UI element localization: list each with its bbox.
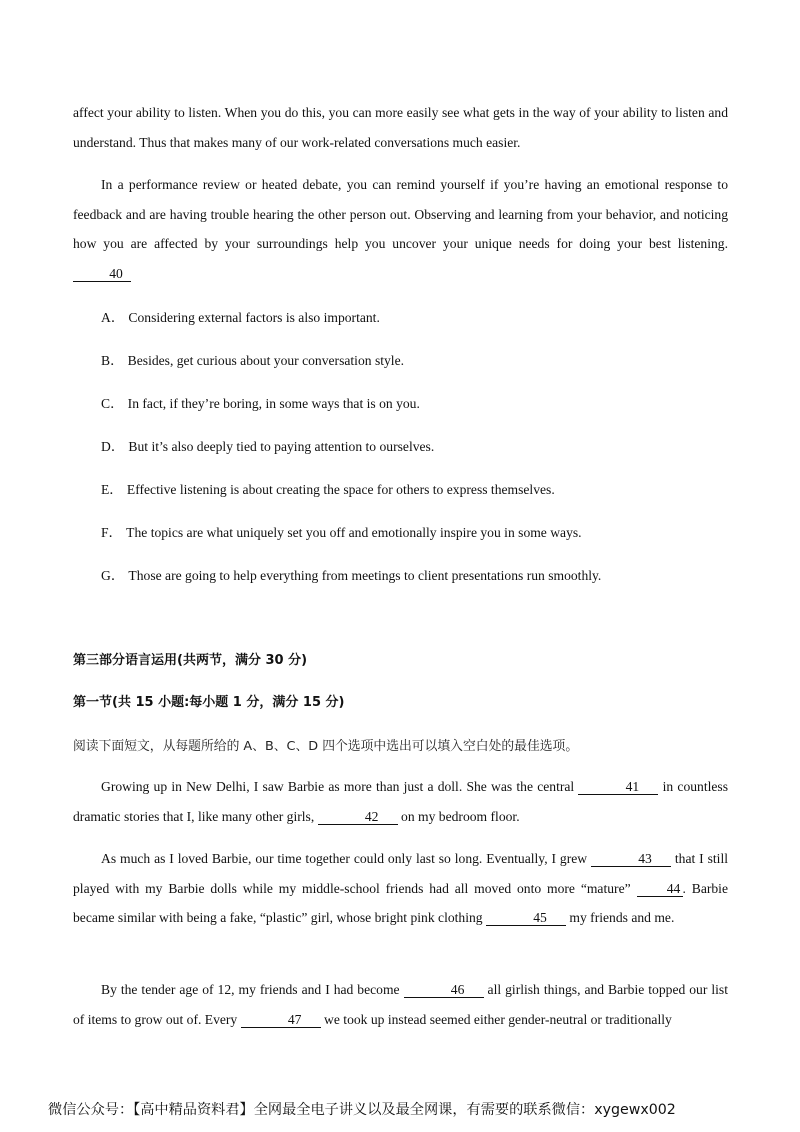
option-f[interactable]: F． The topics are what uniquely set you off and emotionally inspire you in some ways.	[101, 525, 582, 540]
blank-47[interactable]: 47	[241, 1013, 321, 1028]
option-b[interactable]: B． Besides, get curious about your conversation style.	[101, 353, 405, 368]
option-e[interactable]: E． Effective listening is about creating the space for others to express themselves.	[101, 482, 555, 497]
blank-42[interactable]: 42	[318, 810, 398, 825]
cloze-paragraph-3: By the tender age of 12, my friends and I had become 46 all girlish things, and Barbie topped our list of items to grow out of. Every 47 we took up instead seemed either gender-neutral or traditionally	[73, 982, 728, 1027]
blank-46[interactable]: 46	[404, 983, 484, 998]
blank-40[interactable]: 40	[73, 267, 131, 282]
cloze-paragraph-2: As much as I loved Barbie, our time together could only last so long. Eventually, I grew 43 that I still played with my Barbie dolls while my middle-school friends had all moved onto more “mature” 44 . Barbie became similar with being a fake, “plastic” girl, whose bright pink clothing 45 my friends and me.	[73, 851, 728, 925]
paragraph-text: In a performance review or heated debate, you can remind yourself if you’re having an emotional response to feedback and are having trouble hearing the other person out. Observing and learning from your behavior, and noticing how you are affected by your surroundings help you uncover your unique needs for doing your best listening.	[73, 177, 728, 251]
paragraph-performance-review	[73, 170, 728, 288]
instruction-text: 阅读下面短文，从每题所给的 A、B、C、D 四个选项中选出可以填入空白处的最佳选项。	[73, 739, 579, 754]
option-g[interactable]: G． Those are going to help everything from meetings to client presentations run smoothly.	[101, 568, 602, 583]
blank-43[interactable]: 43	[591, 852, 671, 867]
blank-44[interactable]: 44	[637, 882, 683, 897]
footer-notice: 微信公众号：【高中精品资料君】全网最全电子讲义以及最全网课，有需要的联系微信：xygewx002	[48, 1102, 676, 1118]
blank-41[interactable]: 41	[578, 780, 658, 795]
paragraph-text: affect your ability to listen. When you do this, you can more easily see what gets in the way of your ability to listen and understand. Thus that makes many of our work-related conversations much easier.	[73, 105, 728, 150]
option-a[interactable]: A． Considering external factors is also important.	[101, 310, 380, 325]
option-d[interactable]: D． But it’s also deeply tied to paying attention to ourselves.	[101, 439, 435, 454]
section-heading: 第三部分语言运用(共两节，满分 30 分)	[73, 653, 308, 668]
paragraph-listening-end	[73, 98, 728, 157]
blank-45[interactable]: 45	[486, 911, 566, 926]
subsection-heading: 第一节(共 15 小题:每小题 1 分，满分 15 分)	[73, 695, 345, 710]
cloze-paragraph-1: Growing up in New Delhi, I saw Barbie as more than just a doll. She was the central 41 in countless dramatic stories that I, like many other girls, 42 on my bedroom floor.	[73, 779, 728, 824]
option-c[interactable]: C． In fact, if they’re boring, in some ways that is on you.	[101, 396, 420, 411]
